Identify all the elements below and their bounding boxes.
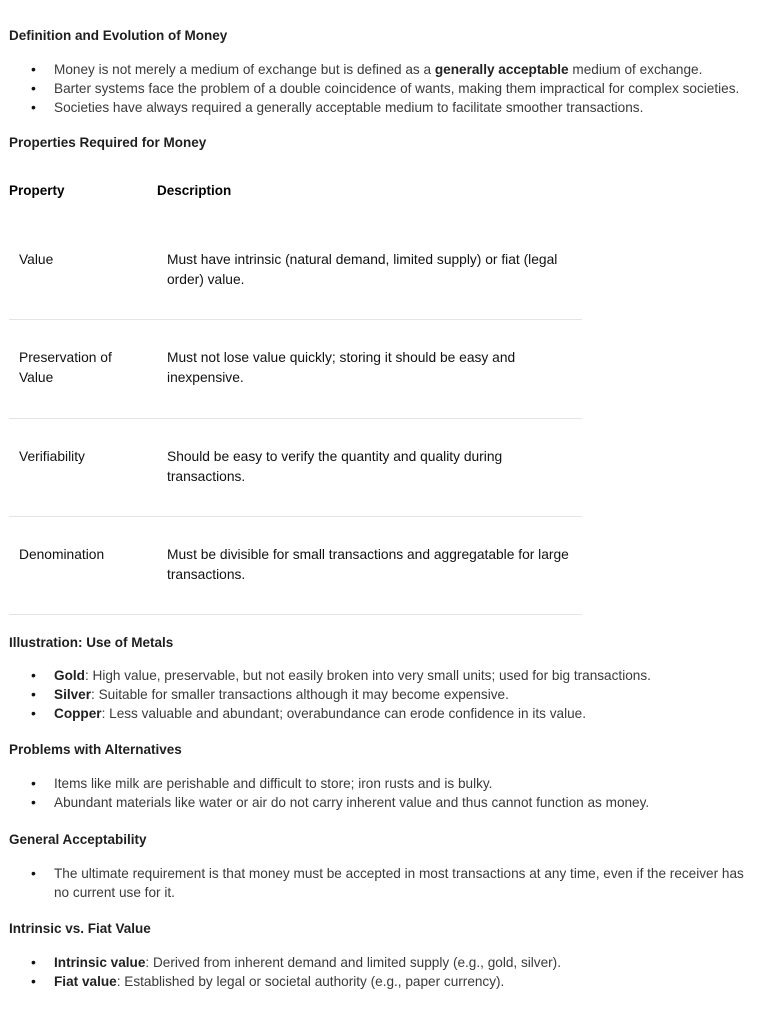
heading-metals: Illustration: Use of Metals: [9, 635, 174, 650]
property-cell: Preservation of Value: [19, 350, 112, 385]
heading-acceptability: General Acceptability: [9, 832, 147, 847]
description-cell: Should be easy to verify the quantity and quality during transactions.: [167, 449, 503, 484]
intrinsic-list: [9, 953, 759, 991]
table-header-description: Description: [157, 183, 232, 198]
problems-list: [9, 774, 759, 812]
property-cell: Verifiability: [19, 449, 85, 464]
description-cell: Must be divisible for small transactions and aggregatable for large transactions.: [167, 547, 569, 582]
heading-problems: Problems with Alternatives: [9, 742, 182, 757]
list-item: • The ultimate requirement is that money must be accepted in most transactions at any time, even if the receiver has no current use for it.: [9, 864, 759, 902]
table-row: [9, 419, 582, 517]
list-item: • Silver: Suitable for smaller transactions although it may become expensive.: [9, 685, 759, 704]
metals-list: [9, 666, 759, 723]
list-item: • Gold: High value, preservable, but not easily broken into very small units; used for big transactions.: [9, 666, 759, 685]
list-item: • Barter systems face the problem of a double coincidence of wants, making them impractical for complex societies.: [9, 79, 759, 98]
acceptability-list: [9, 864, 759, 902]
list-item: • Items like milk are perishable and difficult to store; iron rusts and is bulky.: [9, 774, 759, 793]
table-header-property: Property: [9, 183, 65, 198]
list-item: • Societies have always required a generally acceptable medium to facilitate smoother transactions.: [9, 98, 759, 117]
table-row: [9, 222, 582, 320]
list-item: • Copper: Less valuable and abundant; overabundance can erode confidence in its value.: [9, 704, 759, 723]
definition-list: [9, 60, 759, 117]
heading-properties: Properties Required for Money: [9, 135, 207, 150]
heading-definition: Definition and Evolution of Money: [9, 28, 228, 43]
heading-intrinsic: Intrinsic vs. Fiat Value: [9, 921, 151, 936]
list-item: • Fiat value: Established by legal or societal authority (e.g., paper currency).: [9, 972, 759, 991]
description-cell: Must have intrinsic (natural demand, limited supply) or fiat (legal order) value.: [167, 252, 558, 287]
list-item: • Intrinsic value: Derived from inherent demand and limited supply (e.g., gold, silver).: [9, 953, 759, 972]
property-cell: Value: [19, 252, 54, 267]
list-item: • Abundant materials like water or air do not carry inherent value and thus cannot function as money.: [9, 793, 759, 812]
list-item: • Money is not merely a medium of exchange but is defined as a generally acceptable medium of exchange.: [9, 60, 759, 79]
table-row: [9, 517, 582, 615]
property-cell: Denomination: [19, 547, 105, 562]
table-row: [9, 320, 582, 419]
description-cell: Must not lose value quickly; storing it should be easy and inexpensive.: [167, 350, 516, 385]
